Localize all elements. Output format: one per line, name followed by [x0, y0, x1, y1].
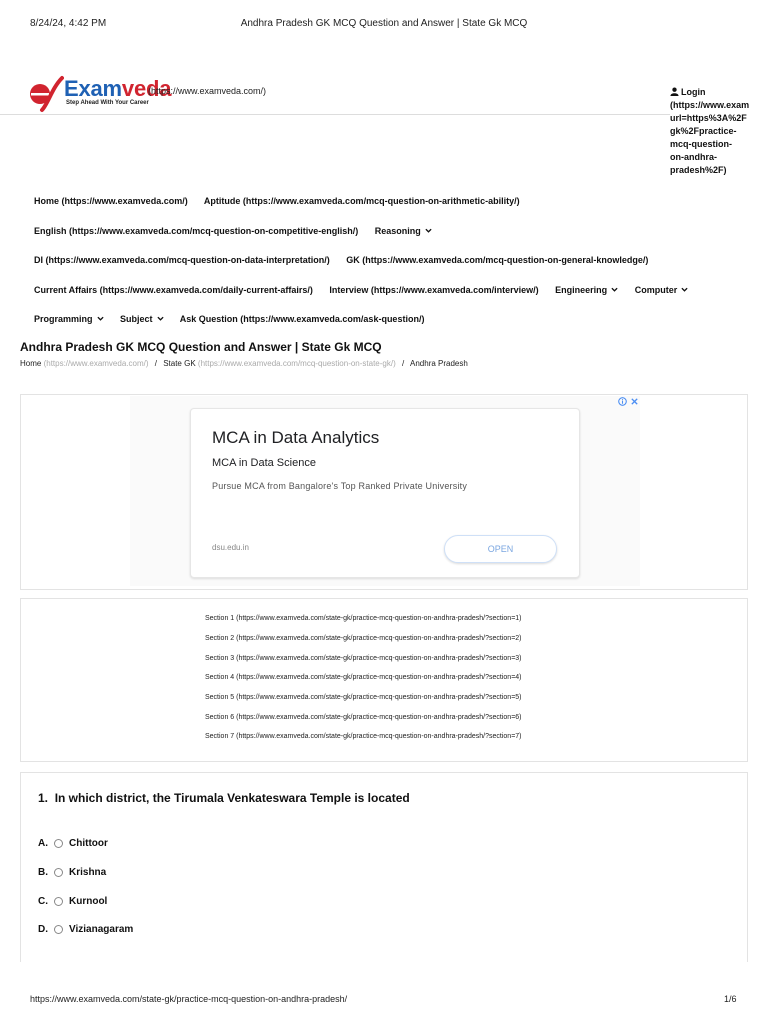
- option-letter: A.: [38, 838, 48, 849]
- option-text: Vizianagaram: [69, 924, 134, 935]
- section-link-4[interactable]: Section 4 (https://www.examveda.com/state-gk/practice-mcq-question-on-andhra-pradesh/?section=4): [205, 674, 522, 681]
- nav-item-computer[interactable]: [635, 285, 689, 295]
- option-letter: B.: [38, 867, 48, 878]
- nav-row: [34, 314, 438, 324]
- breadcrumb-state-gk[interactable]: State GK: [163, 359, 196, 368]
- nav-item-home[interactable]: Home (https://www.examveda.com/): [34, 196, 188, 206]
- login-url-line: on-andhra-: [670, 152, 717, 162]
- question-card: [20, 772, 748, 962]
- breadcrumb-separator: /: [402, 359, 405, 368]
- section-link-1[interactable]: Section 1 (https://www.examveda.com/state-gk/practice-mcq-question-on-andhra-pradesh/?section=1): [205, 615, 522, 622]
- print-page-number: 1/6: [724, 994, 737, 1004]
- logo-url: (https://www.examveda.com/): [148, 86, 267, 96]
- nav-item-reasoning[interactable]: [375, 226, 432, 236]
- option-letter: D.: [38, 924, 48, 935]
- chevron-down-icon: [611, 286, 618, 293]
- login-url-line: gk%2Fpractice-: [670, 126, 737, 136]
- page-title: Andhra Pradesh GK MCQ Question and Answer | State Gk MCQ: [20, 340, 382, 354]
- option-radio[interactable]: [54, 925, 63, 934]
- breadcrumb-home[interactable]: Home: [20, 359, 42, 368]
- question-number: 1.: [38, 791, 49, 805]
- nav-item-subject[interactable]: [120, 314, 164, 324]
- option-radio[interactable]: [54, 868, 63, 877]
- nav-item-label: Computer: [634, 285, 678, 295]
- section-link-7[interactable]: Section 7 (https://www.examveda.com/state-gk/practice-mcq-question-on-andhra-pradesh/?section=7): [205, 733, 522, 740]
- nav-item-ask-question[interactable]: Ask Question (https://www.examveda.com/ask-question/): [179, 314, 425, 324]
- login-url-line: pradesh%2F): [670, 165, 727, 175]
- section-link-5[interactable]: Section 5 (https://www.examveda.com/state-gk/practice-mcq-question-on-andhra-pradesh/?section=5): [205, 694, 522, 701]
- ad-subtitle: MCA in Data Science: [212, 457, 316, 469]
- nav-item-current-affairs[interactable]: Current Affairs (https://www.examveda.com/daily-current-affairs/): [34, 285, 313, 295]
- header-divider: [0, 114, 670, 115]
- option-a[interactable]: [38, 838, 108, 849]
- ad-controls: [618, 397, 639, 408]
- section-list: [20, 598, 748, 762]
- ad-domain: dsu.edu.in: [212, 543, 249, 552]
- nav-row: [34, 196, 534, 206]
- question-text: [38, 791, 410, 805]
- login-link[interactable]: [670, 86, 768, 177]
- chevron-down-icon: [425, 227, 432, 234]
- option-text: Chittoor: [69, 838, 108, 849]
- section-link-6[interactable]: Section 6 (https://www.examveda.com/state-gk/practice-mcq-question-on-andhra-pradesh/?section=6): [205, 714, 522, 721]
- site-logo[interactable]: [28, 74, 172, 114]
- close-icon[interactable]: [630, 397, 639, 406]
- login-url-line: url=https%3A%2F: [670, 113, 747, 123]
- chevron-down-icon: [157, 315, 164, 322]
- login-url-line: mcq-question-: [670, 139, 732, 149]
- breadcrumb-current: Andhra Pradesh: [410, 359, 468, 368]
- nav-item-label: Reasoning: [374, 226, 421, 236]
- ad-open-button[interactable]: OPEN: [444, 535, 557, 563]
- nav-item-english[interactable]: English (https://www.examveda.com/mcq-question-on-competitive-english/): [34, 226, 359, 236]
- breadcrumb-state-url: (https://www.examveda.com/mcq-question-on-state-gk/): [197, 359, 396, 368]
- question-body: In which district, the Tirumala Venkateswara Temple is located: [54, 791, 410, 805]
- nav-row: [34, 255, 662, 265]
- chevron-down-icon: [97, 315, 104, 322]
- ad-description: Pursue MCA from Bangalore's Top Ranked Private University: [212, 481, 468, 491]
- logo-tagline: Step Ahead With Your Career: [66, 100, 149, 106]
- breadcrumb-home-url: (https://www.examveda.com/): [43, 359, 149, 368]
- print-datetime: 8/24/24, 4:42 PM: [30, 18, 107, 29]
- nav-item-label: Subject: [120, 314, 153, 324]
- nav-item-aptitude[interactable]: Aptitude (https://www.examveda.com/mcq-question-on-arithmetic-ability/): [203, 196, 520, 206]
- option-radio[interactable]: [54, 897, 63, 906]
- login-url-line: (https://www.exam: [670, 100, 750, 110]
- option-b[interactable]: [38, 867, 106, 878]
- nav-item-interview[interactable]: Interview (https://www.examveda.com/interview/): [329, 285, 539, 295]
- option-letter: C.: [38, 896, 48, 907]
- option-text: Kurnool: [69, 896, 108, 907]
- option-radio[interactable]: [54, 839, 63, 848]
- nav-item-di[interactable]: DI (https://www.examveda.com/mcq-question-on-data-interpretation/): [34, 255, 330, 265]
- nav-row: [34, 226, 446, 236]
- nav-item-label: Programming: [34, 314, 93, 324]
- breadcrumb-separator: /: [154, 359, 157, 368]
- ad-card[interactable]: [190, 408, 580, 578]
- nav-item-engineering[interactable]: [555, 285, 618, 295]
- user-icon: [670, 87, 679, 96]
- ad-title[interactable]: MCA in Data Analytics: [212, 428, 380, 447]
- nav-item-programming[interactable]: [34, 314, 104, 324]
- option-c[interactable]: [38, 896, 107, 907]
- info-icon[interactable]: [618, 397, 627, 406]
- login-label: Login: [681, 87, 706, 97]
- section-link-3[interactable]: Section 3 (https://www.examveda.com/state-gk/practice-mcq-question-on-andhra-pradesh/?section=3): [205, 655, 522, 662]
- option-d[interactable]: [38, 924, 133, 935]
- chevron-down-icon: [681, 286, 688, 293]
- logo-mark-icon: [28, 74, 64, 114]
- nav-item-label: Engineering: [555, 285, 608, 295]
- option-text: Krishna: [69, 867, 107, 878]
- logo-wordmark: Examveda: [64, 76, 172, 101]
- print-title: Andhra Pradesh GK MCQ Question and Answer | State Gk MCQ: [240, 18, 528, 29]
- section-link-2[interactable]: Section 2 (https://www.examveda.com/state-gk/practice-mcq-question-on-andhra-pradesh/?section=2): [205, 635, 522, 642]
- breadcrumb: [20, 359, 468, 368]
- nav-row: [34, 285, 702, 295]
- print-footer-url: https://www.examveda.com/state-gk/practice-mcq-question-on-andhra-pradesh/: [30, 994, 348, 1004]
- nav-item-gk[interactable]: GK (https://www.examveda.com/mcq-question-on-general-knowledge/): [346, 255, 649, 265]
